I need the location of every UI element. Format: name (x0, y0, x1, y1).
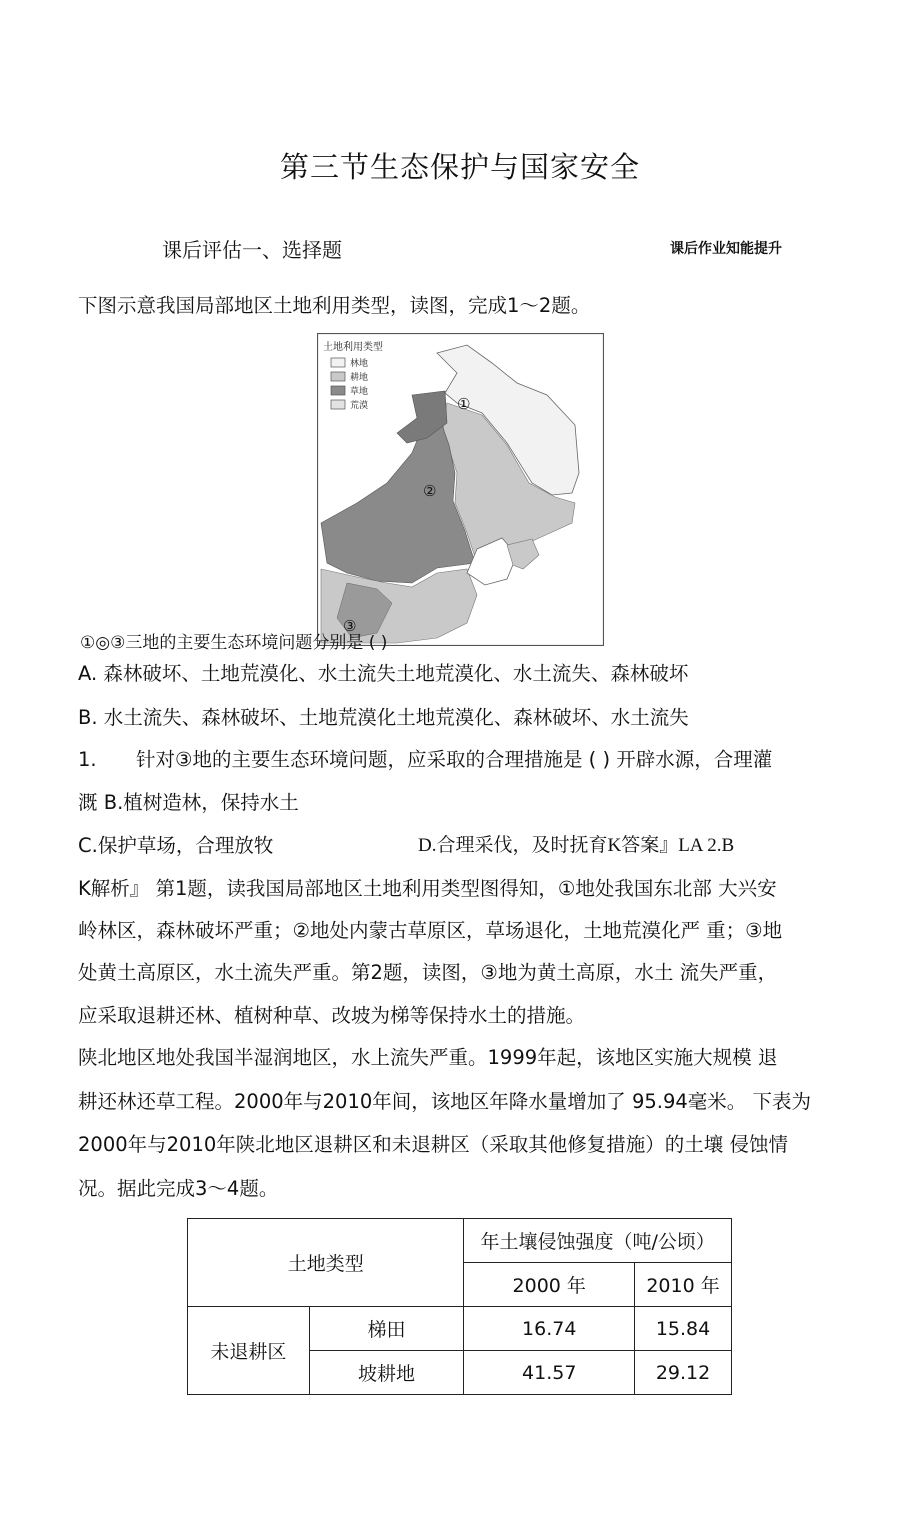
header-year-2010: 2010 年 (635, 1263, 732, 1307)
section-heading: 课后评估一、选择题 (162, 238, 342, 262)
option-b: B. 水土流失、森林破坏、土地荒漠化土地荒漠化、森林破坏、水土流失 (78, 706, 689, 729)
cell-slope-2000: 41.57 (464, 1351, 635, 1395)
cell-terrace-2000: 16.74 (464, 1307, 635, 1351)
legend-label-forest: 林地 (350, 359, 369, 369)
legend-label-grassland: 草地 (350, 387, 369, 397)
passage-line-2: 耕还林还草工程。2000年与2010年间，该地区年降水量增加了 95.94毫米。 下表为 (78, 1090, 811, 1113)
row-type-terrace: 梯田 (309, 1307, 464, 1351)
legend-swatch-desert (331, 400, 345, 409)
legend-title: 土地利用类型 (323, 342, 383, 353)
explanation-line-1: K解析』 第1题，读我国局部地区土地利用类型图得知，①地处我国东北部 大兴安 (78, 877, 777, 900)
question-1-stem: ①◎③三地的主要生态环境问题分别是 ( ) (80, 633, 388, 653)
question-2-number: 1. (78, 748, 97, 771)
map-marker-3: ③ (343, 617, 357, 635)
option-c: C.保护草场，合理放牧 (78, 834, 274, 857)
question-2-stem: 针对③地的主要生态环境问题，应采取的合理措施是 ( ) 开辟水源，合理灌 (136, 748, 773, 771)
land-use-map (317, 333, 604, 646)
map-marker-1: ① (457, 395, 471, 413)
row-type-slope: 坡耕地 (309, 1351, 464, 1395)
question-2-continued: 溉 B.植树造林，保持水土 (78, 791, 299, 814)
passage-line-3: 2000年与2010年陕北地区退耕区和未退耕区（采取其他修复措施）的土壤 侵蚀情 (78, 1133, 788, 1156)
option-a: A. 森林破坏、土地荒漠化、水土流失土地荒漠化、水土流失、森林破坏 (78, 662, 689, 685)
header-erosion-intensity: 年土壤侵蚀强度（吨/公顷） (464, 1219, 732, 1263)
page-title: 第三节生态保护与国家安全 (279, 150, 640, 184)
header-land-type: 土地类型 (188, 1219, 464, 1307)
explanation-line-4: 应采取退耕还林、植树种草、改坡为梯等保持水土的措施。 (78, 1004, 586, 1027)
cell-slope-2010: 29.12 (635, 1351, 732, 1395)
legend-swatch-grassland (331, 386, 345, 395)
explanation-line-2: 岭林区，森林破坏严重；②地处内蒙古草原区，草场退化，土地荒漠化严 重；③地 (78, 919, 783, 942)
cell-terrace-2010: 15.84 (635, 1307, 732, 1351)
section-tag: 课后作业知能提升 (670, 241, 782, 257)
question-intro-1-2: 下图示意我国局部地区土地利用类型，读图，完成1〜2题。 (78, 294, 591, 317)
passage-line-4: 况。据此完成3〜4题。 (78, 1177, 279, 1200)
page-bottom-blank (0, 1397, 920, 1516)
row-group-label: 未退耕区 (188, 1307, 310, 1395)
legend-swatch-farmland (331, 372, 345, 381)
legend-swatch-forest (331, 358, 345, 367)
legend-label-farmland: 耕地 (350, 373, 369, 383)
map-marker-2: ② (423, 482, 437, 500)
legend-label-desert: 荒漠 (350, 401, 369, 411)
passage-line-1: 陕北地区地处我国半湿润地区，水上流失严重。1999年起，该地区实施大规模 退 (78, 1046, 778, 1069)
explanation-line-3: 处黄土高原区，水土流失严重。第2题，读图，③地为黄土高原，水土 流失严重， (78, 961, 778, 984)
option-d-and-answer: D.合理采伐，及时抚育K答案』LA 2.B (418, 835, 735, 856)
header-year-2000: 2000 年 (464, 1263, 635, 1307)
erosion-table (187, 1218, 732, 1395)
